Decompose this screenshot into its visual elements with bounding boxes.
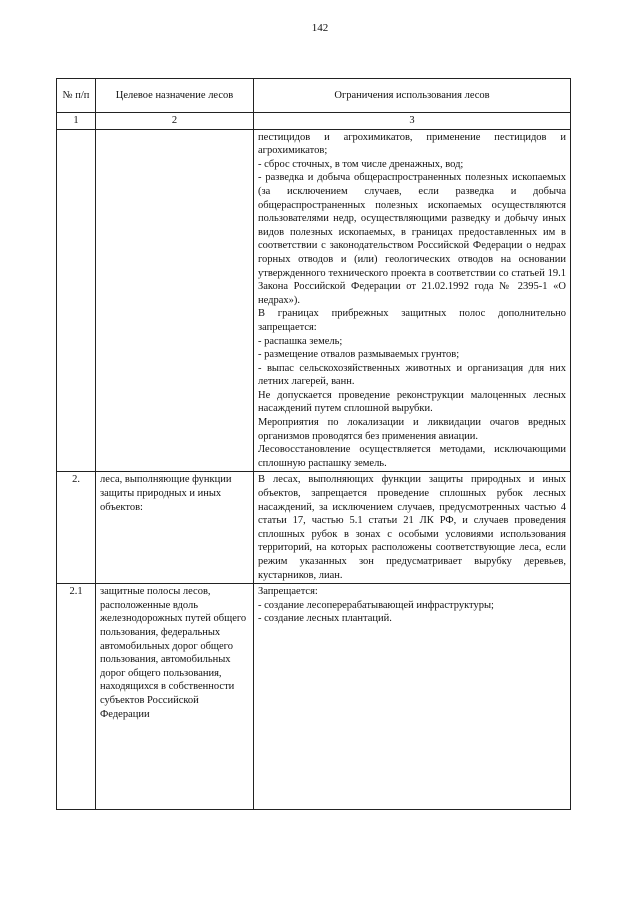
row-purpose	[96, 129, 254, 472]
forest-restrictions-table	[56, 78, 571, 810]
restriction-paragraph: - выпас сельскохозяйственных животных и организация для них летних лагерей, ванн.	[258, 362, 566, 388]
table-row	[57, 472, 571, 584]
row-index: 2.	[57, 472, 96, 584]
header-number: № п/п	[57, 79, 96, 113]
row-purpose: защитные полосы лесов, расположенные вдоль железнодорожных путей общего пользования, федеральных автомобильных дорог общего пользования, автомобильных дорог общего пользования, находящихся в собственности субъектов Российской Федерации	[96, 584, 254, 810]
header-purpose: Целевое назначение лесов	[96, 79, 254, 113]
column-number: 2	[96, 113, 254, 130]
restriction-paragraph: - размещение отвалов размываемых грунтов;	[258, 349, 460, 361]
restriction-paragraph: - создание лесоперерабатывающей инфраструктуры;	[258, 599, 494, 611]
page-number: 142	[311, 22, 329, 34]
column-number-row	[57, 113, 571, 130]
restriction-paragraph: пестицидов и агрохимикатов, применение пестицидов и агрохимикатов;	[258, 131, 566, 157]
restriction-paragraph: - распашка земель;	[258, 335, 343, 347]
row-restrictions	[254, 472, 571, 584]
restriction-paragraph: Мероприятия по локализации и ликвидации очагов вредных организмов проводятся без применения авиации.	[258, 417, 566, 442]
row-index	[57, 129, 96, 472]
table-row	[57, 129, 571, 472]
restriction-paragraph: Лесовосстановление осуществляется методами, исключающими сплошную распашку земель.	[258, 444, 566, 469]
row-index: 2.1	[57, 584, 96, 810]
table-header-row	[57, 79, 571, 113]
restriction-paragraph: - создание лесных плантаций.	[258, 613, 392, 625]
restriction-paragraph: В границах прибрежных защитных полос дополнительно запрещается:	[258, 308, 566, 333]
restriction-paragraph: В лесах, выполняющих функции защиты природных и иных объектов, запрещается проведение сплошных рубок лесных насаждений, за исключением случаев, предусмотренных частью 4 статьи 17, частью 5.1 статьи 21 ЛК РФ, и случаев проведения сплошных рубок в зонах с особыми условиями использования территорий, на которых расположены соответствующие леса, если режим указанных зон предусматривает вырубку деревьев, кустарников, лиан.	[258, 474, 566, 581]
column-number: 3	[254, 113, 571, 130]
row-restrictions	[254, 584, 571, 810]
row-purpose: леса, выполняющие функции защиты природных и иных объектов:	[96, 472, 254, 584]
restriction-paragraph: - сброс сточных, в том числе дренажных, вод;	[258, 158, 464, 170]
row-restrictions	[254, 129, 571, 472]
restriction-paragraph: - разведка и добыча общераспространенных полезных ископаемых (за исключением случаев, если разведка и добыча общераспространенных полезных ископаемых осуществляются пользователями недр, осуществляющими разведку и добычу иных видов полезных ископаемых, в границах предоставленных им в соответствии с законодательством Российской Федерации о недрах горных отводов и (или) геологических отводов на основании утвержденного технического проекта в соответствии со статьей 19.1 Закона Российской Федерации от 21.02.1992 года № 2395-1 «О недрах»).	[258, 172, 566, 306]
table-row	[57, 584, 571, 810]
restriction-paragraph: Не допускается проведение реконструкции малоценных лесных насаждений путем сплошной вырубки.	[258, 389, 566, 415]
column-number: 1	[57, 113, 96, 130]
restriction-paragraph: Запрещается:	[258, 586, 318, 598]
header-restrictions: Ограничения использования лесов	[254, 79, 571, 113]
